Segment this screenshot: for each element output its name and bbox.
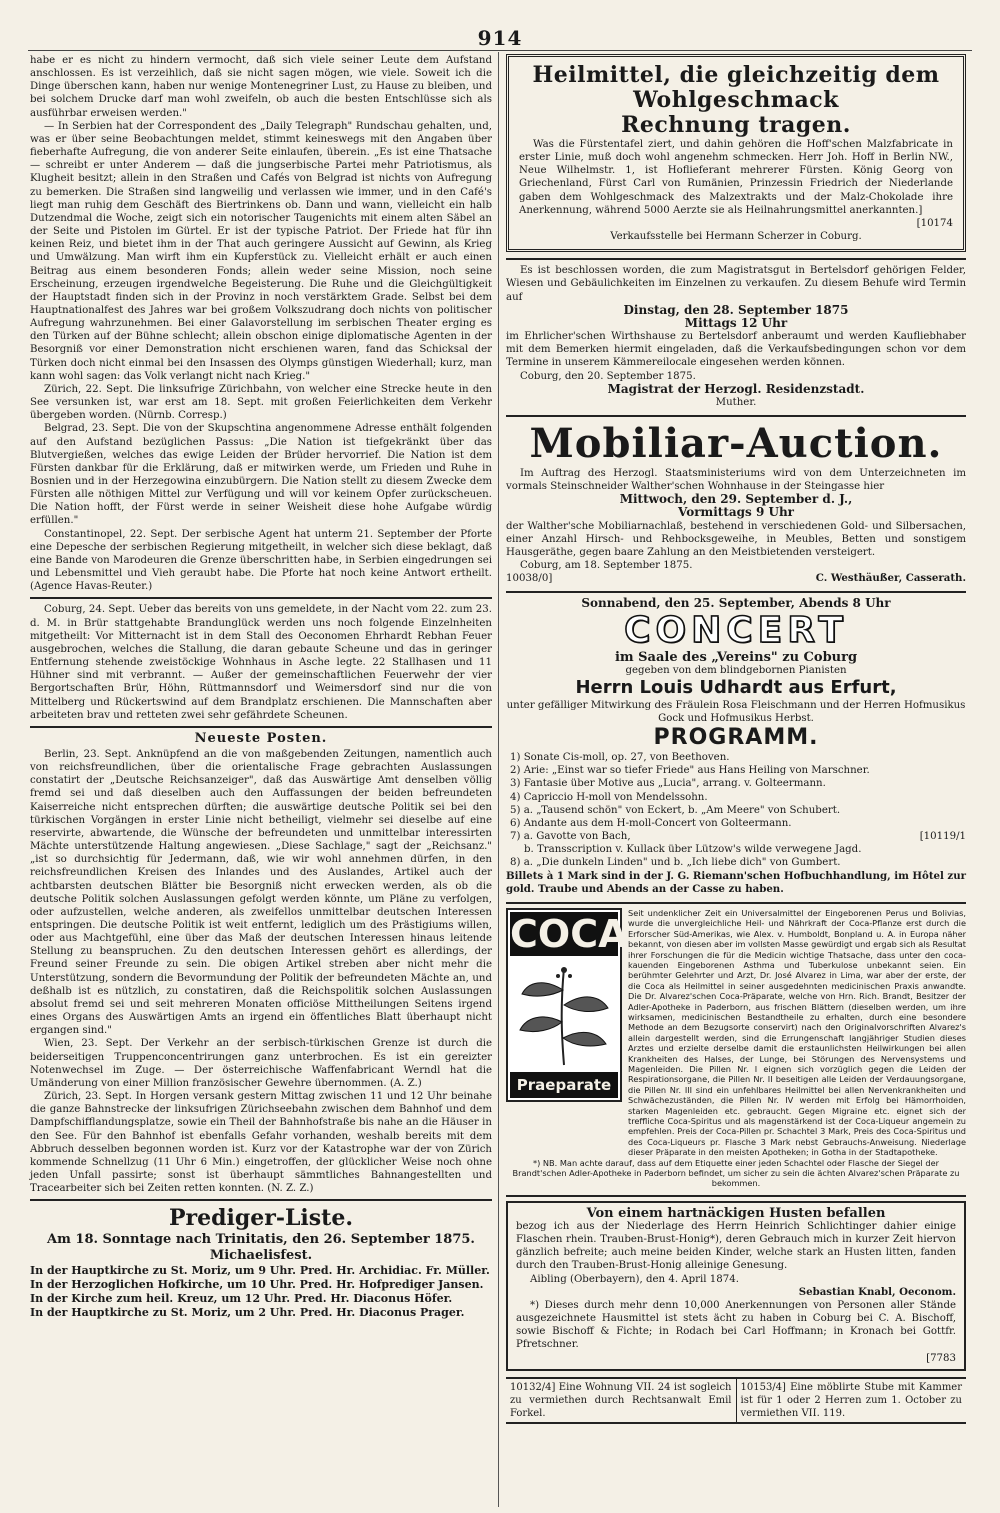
program-item: 3) Fantasie über Motive aus „Lucia", arrang. v. Golteermann. bbox=[510, 778, 826, 790]
program-item-row bbox=[506, 830, 966, 843]
ad-coca bbox=[506, 908, 966, 1189]
ad-concert-programm: PROGRAMM. bbox=[653, 725, 819, 751]
prediger-item: In der Hauptkirche zu St. Moriz, um 2 Uhr. Pred. Hr. Diaconus Prager. bbox=[30, 1306, 465, 1320]
coca-plant-icon bbox=[514, 960, 614, 1070]
ad-rule bbox=[506, 902, 966, 904]
ad-rule bbox=[506, 258, 966, 260]
ad-hoff-malz bbox=[506, 54, 966, 252]
ad-hoff-sale: Verkaufsstelle bei Hermann Scherzer in Coburg. bbox=[610, 231, 862, 243]
program-item: b. Transscription v. Kullack über Lützow's wilde verwegene Jagd. bbox=[524, 844, 862, 856]
ad-husten-place: Aibling (Oberbayern), den 4. April 1874. bbox=[530, 1273, 739, 1285]
program-item: 8) a. „Die dunkeln Linden" und b. „Ich liebe dich" von Gumbert. bbox=[510, 857, 841, 869]
ad-auction-body-2: der Walther'sche Mobiliarnachlaß, bestehend in verschiedenen Gold- und Silbersachen, einer Anzahl Hirsch- und Rehbocksgeweihe, in Meubles, Betten und sonstigem Hausgeräthe, gegen baare Zahlung an den Meistbietenden versteigert. bbox=[506, 520, 966, 558]
prediger-feast: Michaelisfest. bbox=[209, 1248, 313, 1264]
program-item: 7) a. Gavotte von Bach, bbox=[510, 831, 631, 843]
program-item: 5) a. „Tausend schön" von Eckert, b. „Am Meere" von Schubert. bbox=[510, 804, 841, 816]
article-zurich-1: Zürich, 22. Sept. Die linksufrige Zürichbahn, von welcher eine Strecke heute in den See versunken ist, war erst am 18. Sept. mit großen Feierlichkeiten dem Verkehr übergeben worden. (Nürnb. Corresp.) bbox=[30, 383, 492, 422]
ad-hoff-headline-2: Rechnung tragen. bbox=[621, 112, 851, 138]
prediger-list bbox=[30, 1264, 492, 1320]
header-rule bbox=[28, 50, 972, 51]
ad-auction-ref: 10038/0] bbox=[506, 573, 553, 585]
prediger-item: In der Hauptkirche zu St. Moriz, um 9 Uhr. Pred. Hr. Archidiac. Fr. Müller. bbox=[30, 1264, 490, 1278]
ad-concert-artist: Herrn Louis Udhardt aus Erfurt, bbox=[575, 676, 897, 698]
ad-hoff-ref: [10174 bbox=[916, 217, 953, 229]
ad-magistrat-place: Coburg, den 20. September 1875. bbox=[520, 370, 696, 382]
ad-husten-note: *) Dieses durch mehr denn 10,000 Anerkennungen von Personen aller Stände ausgezeichnete Hausmittel ist stets ächt zu haben in Coburg bei C. A. Bischoff, sowie Bischoff & Fichte; in Rodach bei Carl Hoffmann; in Kronach bei Gottfr. Pfretschner. bbox=[516, 1299, 956, 1351]
ad-magistrat-sign-2: Muther. bbox=[715, 396, 757, 408]
program-item: 1) Sonate Cis-moll, op. 27, von Beethoven. bbox=[510, 752, 730, 764]
prediger-title: Prediger-Liste. bbox=[168, 1205, 353, 1232]
ad-concert-ref: [10119/1 bbox=[919, 831, 966, 843]
ad-hoff-headline: Heilmittel, die gleichzeitig dem Wohlgeschmack bbox=[532, 62, 940, 113]
article-constantinopel: Constantinopel, 22. Sept. Der serbische Agent hat unterm 21. September der Pforte eine Depesche der serbischen Regierung mitgetheilt, in welcher sich diese beklagt, daß eine Bande von Marodeuren die Grenze überschritten habe, in Serbien eingedrungen sei und Lebensmittel und Vieh geraubt habe. Die Pforte hat noch keine Antwort ertheilt. (Agence Havas-Reuter.) bbox=[30, 528, 492, 593]
ad-coca-body: Seit undenklicher Zeit ein Universalmittel der Eingeborenen Perus und Bolivias, wurde die unvergleichliche Heil- und Nährkraft der Coca-Pflanze erst durch die Erforscher Süd-Amerikas, wie Alex. v. Humboldt, Bonpland u. A. in Europa näher bekannt, von diesen aber im vollsten Masse gewürdigt und ergab sich als Resultat ihrer Forschungen die für die Medicin wichtige Thatsache, dass unter den coca-kauenden Eingeborenen Asthma und Tuberkulose unbekannt seien. Ein berühmter Gelehrter und Arzt, Dr. José Alvarez in Lima, war aber der erste, der die Coca als Heilmittel in seiner ausgedehnten medicinischen Praxis anwandte. Die Dr. Alvarez'schen Coca-Präparate, welche von Hrn. Rich. Brandt, Besitzer der Adler-Apotheke in Paderborn, aus frischen Blättern (dieselben werden, um ihre wirksamen, medicinischen Bestandtheile zu erhalten, durch eine besondere Methode an dem Bezugsorte conservirt) nach den Originalvorschriften Alvarez's allein dargestellt werden, sind die Errungenschaft langjähriger Studien dieses Arztes und erzielte derselbe damit die erstaunlichsten Heilwirkungen bei allen Krankheiten des Halses, der Lunge, bei Störungen des Nervensystems und Magenleiden. Die Pillen Nr. I eignen sich vorzüglich gegen die Leiden der Respirationsorgane, die Pillen Nr. II beseitigen alle Leiden der Verdauungsorgane, die Pillen Nr. III sind ein unfehlbares Heilmittel bei allen Nervenkrankheiten und Schwächezuständen, die Pillen Nr. IV werden mit Erfolg bei Hämorrhoiden, starken Magenleiden etc. gebraucht. Gegen Migraine etc. eignet sich der treffliche Coca-Spiritus und als magenstärkend ist der Coca-Liqueur angemein zu empfehlen. Preis der Coca-Pillen pr. Schachtel 3 Mark, Preis des Coca-Spiritus und des Coca-Liqueurs pr. Flasche 3 Mark nebst Gebrauchs-Anweisung. Niederlage dieser Präparate in den meisten Apotheken; in Gotha in der Stadtapotheke. bbox=[628, 907, 966, 1158]
ad-auction-place: Coburg, am 18. September 1875. bbox=[520, 560, 693, 572]
ad-magistrat-time: Mittags 12 Uhr bbox=[684, 315, 788, 330]
ad-husten-sign: Sebastian Knabl, Oeconom. bbox=[798, 1285, 956, 1298]
article-berlin: Berlin, 23. Sept. Anknüpfend an die von maßgebenden Zeitungen, namentlich auch von reichsfreundlichen, über die orientalische Frage gebrachten Auslassungen constatirt der „Deutsche Reichsanzeiger", daß das Auswärtige Amt denselben völlig fremd sei und daß dieselben auch den Auffassungen der beiden befreundeten Kaiserreiche nicht entsprechen dürften; die auswärtige deutsche Politik sei bei den türkischen Vorgängen in erster Linie nicht betheiligt, vielmehr sei dieselbe auf eine reservirte, abwartende, die Wünsche der befreundeten und unmittelbar interessirten Mächte unterstützende Haltung angewiesen. „Diese Sachlage," sagt der „Reichsanz." „ist so durchsichtig für Jedermann, daß, wie wir wohl annehmen dürfen, in den reichsfreundlichen Kreisen des Inlandes und des Auslandes, Artikel auch der achtbarsten deutschen Blätter bie Besorgniß nicht erwecken werden, als ob die deutsche Politik solchen Auslassungen gefolgt werden könnte, um Pläne zu verfolgen, oder aufzustellen, welche anderen, als zweifellos unmittelbar deutschen Interessen entspringen. Die deutsche Politik ist weit entfernt, lediglich um des Prästigiums willen, oder aus Machtgefühl, eine über das Maß der deutschen Interessen hinaus leitende Stellung zu beanspruchen. Zu den deutschen Interessen gehört es allerdings, der Freund seiner Freunde zu sein. Die obigen Artikel streben aber nicht mehr die Unterstützung, sondern die Bevormundung der Politik der befreundeten Mächte an, und deßhalb ist es nützlich, zu constatiren, daß die Reichspolitik solchen Auslassungen absolut fremd sei und seit mehreren Monaten officiöse Mittheilungen Seitens irgend eines Organs des Auswärtigen Amts an irgend ein öffentliches Blatt überhaupt nicht ergangen sind." bbox=[30, 748, 492, 1037]
ad-magistrat bbox=[506, 264, 966, 409]
ad-rule bbox=[506, 591, 966, 593]
program-item: 2) Arie: „Einst war so tiefer Friede" aus Hans Heiling von Marschner. bbox=[510, 765, 870, 777]
article-zurich-2: Zürich, 23. Sept. In Horgen versank gestern Mittag zwischen 11 und 12 Uhr beinahe die ganze Bahnstrecke der linksufrigen Zürichseebahn zwischen dem Bahnhof und dem Dampfschifflandungsplatze, sowie ein Theil der Bahnhofstraße bis nahe an die Häuser in den See. Für den Bahnhof ist ebenfalls Gefahr vorhanden, weshalb bereits mit dem Abbruch desselben begonnen worden ist. Kurz vor der Katastrophe war der von Zürich kommende Schnellzug (11 Uhr 6 Min.) eingetroffen, der glücklicher Weise noch ohne jeden Unfall passirte; sonst ist überhaupt sämmtliches Bahnangestellten und Tracearbeiter sich bei Zeiten retten konnten. (N. Z. Z.) bbox=[30, 1091, 492, 1195]
ad-husten-headline: Von einem hartnäckigen Husten befallen bbox=[586, 1205, 886, 1221]
coca-praeparate-label: Praeparate bbox=[510, 1072, 618, 1098]
ad-magistrat-sign: Magistrat der Herzogl. Residenzstadt. bbox=[607, 381, 865, 396]
ad-auction-sign: C. Westhäußer, Casserath. bbox=[815, 572, 966, 585]
ad-auction-body: Im Auftrag des Herzogl. Staatsministeriums wird von dem Unterzeichneten im vormals Steinschneider Walther'schen Wohnhause in der Steingasse hier bbox=[506, 467, 966, 493]
prediger-item: In der Kirche zum heil. Kreuz, um 12 Uhr. Pred. Hr. Diaconus Höfer. bbox=[30, 1292, 453, 1306]
ad-hoff-body: Was die Fürstentafel ziert, und dahin gehören die Hoff'schen Malzfabricate in erster Linie, muß doch wohl angenehm schmecken. Herr Joh. Hoff in Berlin NW., Neue Wilhelmstr. 1, ist Hoflieferant mehrerer Fürsten. König Georg von Griechenland, Fürst Carl von Rumänien, Prinzessin Friedrich der Niederlande gaben dem Wohlgeschmack des Malzextrakts und der Malz-Chokolade ihre Anerkennung, während 5000 Aerzte sie als Heilnahrungsmittel anerkannten.] bbox=[519, 139, 953, 216]
ad-stube: 10153/4] Eine möblirte Stube mit Kammer ist für 1 oder 2 Herren zum 1. October zu vermiethen VII. 119. bbox=[736, 1379, 967, 1422]
ad-rule bbox=[506, 415, 966, 417]
article-montenegro-end: habe er es nicht zu hindern vermocht, daß sich viele seiner Leute dem Aufstand anschlossen. Es ist verzeihlich, daß sie nicht sagen mögen, wie viele. Soweit ich die Dinge überschen kann, haben nur wenige Montenegriner Lust, zu Hause zu bleiben, und bei solchem Drucke darf man wohl zweifeln, ob auch die besten Entschlüsse sich als ausführbar erweisen werden." bbox=[30, 55, 492, 119]
ad-concert-program-list bbox=[506, 751, 966, 869]
article-wien: Wien, 23. Sept. Der Verkehr an der serbisch-türkischen Grenze ist durch die beiderseitigen Truppenconcentrirungen ganz unterbrochen. Es ist ein gereizter Notenwechsel im Zuge. — Der österreichische Waffenfabricant Werndl hat die Umänderung von einer Million französischer Gewehre übernommen. (A. Z.) bbox=[30, 1038, 492, 1089]
ad-auction-footer bbox=[506, 572, 966, 585]
program-item: 6) Andante aus dem H-moll-Concert von Golteermann. bbox=[510, 817, 792, 829]
section-rule bbox=[30, 726, 492, 728]
article-belgrad: Belgrad, 23. Sept. Die von der Skupschtina angenommene Adresse enthält folgenden auf den Aufstand bezüglichen Passus: „Die Nation ist tiefgekränkt über das Blutvergießen, welches das ewige Leiden der Brüder hervorrief. Die Nation ist dem Fürsten dankbar für die Erklärung, daß er mitwirken werde, um Frieden und Ruhe in Bosnien und in der Herzegowina einzubürgern. Die Nation stellt zu diesem Zwecke dem Fürsten alle nöthigen Mittel zur Verfügung und will vor keinem Opfer zurückscheuen. Die Nation hofft, der Fürst werde in seiner Weisheit diese hohe Aufgabe würdig erfüllen." bbox=[30, 423, 492, 527]
ad-wohnung: 10132/4] Eine Wohnung VII. 24 ist sogleich zu vermiethen durch Rechtsanwalt Emil Forkel. bbox=[510, 1381, 732, 1419]
ad-auction bbox=[506, 421, 966, 585]
coca-illustration bbox=[506, 908, 628, 1102]
article-serbien: — In Serbien hat der Correspondent des „Daily Telegraph" Rundschau gehalten, und, was er über seine Beobachtungen meldet, stimmt keineswegs mit den Angaben über fieberhafte Aufregung, die von anderer Seite einlaufen, überein. „Es ist eine Thatsache — schreibt er unter Anderem — daß die jungserbische Partei mehr Patriotismus, als Klugheit besitzt; allein in den Straßen und Cafés von Belgrad ist nichts von Aufregung zu bemerken. Die Straßen sind langweilig und verlassen wie immer, und in den Café's liegt man ruhig dem Geschäft des Biertrinkens ob. Dann und wann, vielleicht ein halb Dutzendmal die Woche, zeigt sich ein notorischer Taugenichts mit einem alten Säbel an der Seite und Pistolen im Gürtel. Er ist der typische Patriot. Der Friede hat für ihn keinen Reiz, und bietet ihm in der That auch geringere Aussicht auf Gewinn, als Krieg und Umwälzung. Man wirft ihm ein Kupferstück zu. Vielleicht erhält er auch einen Beitrag aus einem besonderen Fonds; allein weder seine Mission, noch seine Erscheinung, erzeugen irgendwelche Begeisterung. Die Ruhe und die Gleichgültigkeit der Hauptstadt finden sich in der Provinz in noch verstärktem Grade. Selbst bei dem Hauptnationalfest des Jahres war bei großem Volkszudrang doch nichts von politischer Aufregung wahrzunehmen. Bei einer Galavorstellung im serbischen Theater erging es den Türken auf der Bühne schlecht; allein obschon einige diplomatische Agenten in der Besorgniß vor einer Demonstration nicht erschienen waren, fand das Schicksal der Türken doch nicht einmal bei den Insassen des Olymps günstigen Wiederhall; kurz, man kann wohl sagen: das Volk verlangt nicht nach Krieg." bbox=[30, 120, 492, 382]
ad-husten-ref: [7783 bbox=[926, 1352, 956, 1364]
ad-magistrat-date: Dinstag, den 28. September 1875 bbox=[623, 302, 849, 317]
left-column bbox=[30, 54, 492, 1320]
ad-rule bbox=[506, 1195, 966, 1197]
right-column bbox=[506, 54, 966, 1424]
ad-auction-time: Vormittags 9 Uhr bbox=[677, 505, 794, 520]
ad-coca-wrap bbox=[506, 908, 966, 1158]
section-rule bbox=[30, 597, 492, 599]
ad-coca-note: *) NB. Man achte darauf, dass auf dem Etiquette einer jeden Schachtel oder Flasche der Siegel der Brandt'schen Adler-Apotheke in Paderborn befindet, um sicher zu sein die ächten Alvarez'schen Präparate zu bekommen. bbox=[512, 1157, 960, 1189]
ad-magistrat-body: Es ist beschlossen worden, die zum Magistratsgut in Bertelsdorf gehörigen Felder, Wiesen und Gebäulichkeiten im Einzelnen zu verkaufen. Zu diesem Behufe wird Termin auf bbox=[506, 265, 966, 303]
article-coburg: Coburg, 24. Sept. Ueber das bereits von uns gemeldete, in der Nacht vom 22. zum 23. d. M. in Brür stattgehabte Brandunglück werden uns noch folgende Einzelnheiten mitgetheilt: Vor Mitternacht ist in dem Stall des Oeconomen Ehrhardt Rebhan Feuer ausgebrochen, welches die Stallung, die daran gebaute Scheune und das in geringer Entfernung stehende zweistöckige Wohnhaus in Asche legte. 22 Stallhasen und 11 Hühner sind mit verbrannt. — Außer der gemeinschaftlichen Feuerwehr der vier Bergortschaften Brür, Höhn, Rüttmannsdorf und Weimersdorf sind nur die von Mittelberg und Rückertswind auf dem Brandplatz erschienen. Die Mannschaften aber arbeiteten brav und retteten zwei sehr gefährdete Scheunen. bbox=[30, 604, 492, 721]
prediger-item: In der Herzoglichen Hofkirche, um 10 Uhr. Pred. Hr. Hofprediger Jansen. bbox=[30, 1278, 484, 1292]
ad-auction-headline: Mobiliar-Auction. bbox=[529, 419, 943, 467]
ad-concert bbox=[506, 597, 966, 896]
ad-concert-title: CONCERT bbox=[624, 609, 848, 651]
ad-concert-venue: im Saale des „Vereins" zu Coburg bbox=[614, 649, 858, 665]
ad-magistrat-body-2: im Ehrlicher'schen Wirthshause zu Bertelsdorf anberaumt und werden Kaufliebhaber mit dem Bemerken hiermit eingeladen, daß die Verkaufsbedingungen schon vor dem Termine in unserem Kämmereilocale eingesehen werden können. bbox=[506, 331, 966, 369]
page-number: 914 bbox=[477, 26, 523, 50]
prediger-date: Am 18. Sonntage nach Trinitatis, den 26. September 1875. bbox=[47, 1232, 475, 1248]
ad-concert-with: unter gefälliger Mitwirkung des Fräulein Rosa Fleischmann und der Herren Hofmusikus Gock und Hofmusikus Herbst. bbox=[506, 699, 966, 724]
program-item: 4) Capriccio H-moll von Mendelssohn. bbox=[510, 791, 708, 803]
section-title-neueste-posten: Neueste Posten. bbox=[194, 730, 328, 746]
small-ads bbox=[506, 1377, 966, 1424]
ad-auction-date: Mittwoch, den 29. September d. J., bbox=[619, 492, 853, 507]
ad-concert-tickets: Billets à 1 Mark sind in der J. G. Riemann'schen Hofbuchhandlung, im Hôtel zur gold. Traube und Abends an der Casse zu haben. bbox=[506, 869, 966, 895]
ad-concert-date: Sonnabend, den 25. September, Abends 8 Uhr bbox=[581, 596, 891, 611]
ad-concert-given: gegeben von dem blindgebornen Pianisten bbox=[625, 664, 847, 676]
ad-husten-body: bezog ich aus der Niederlage des Herrn Heinrich Schlichtinger dahier einige Flaschen rhein. Trauben-Brust-Honig*), deren Gebrauch mich in kurzer Zeit hiervon gänzlich befreite; auch meine beiden Kinder, welche stark an Husten litten, fanden durch den Trauben-Brust-Honig alleinige Genesung. bbox=[516, 1221, 956, 1272]
section-rule bbox=[30, 1199, 492, 1201]
column-divider bbox=[498, 52, 499, 1507]
ad-husten bbox=[506, 1201, 966, 1371]
coca-wordmark: COCA bbox=[510, 911, 628, 956]
